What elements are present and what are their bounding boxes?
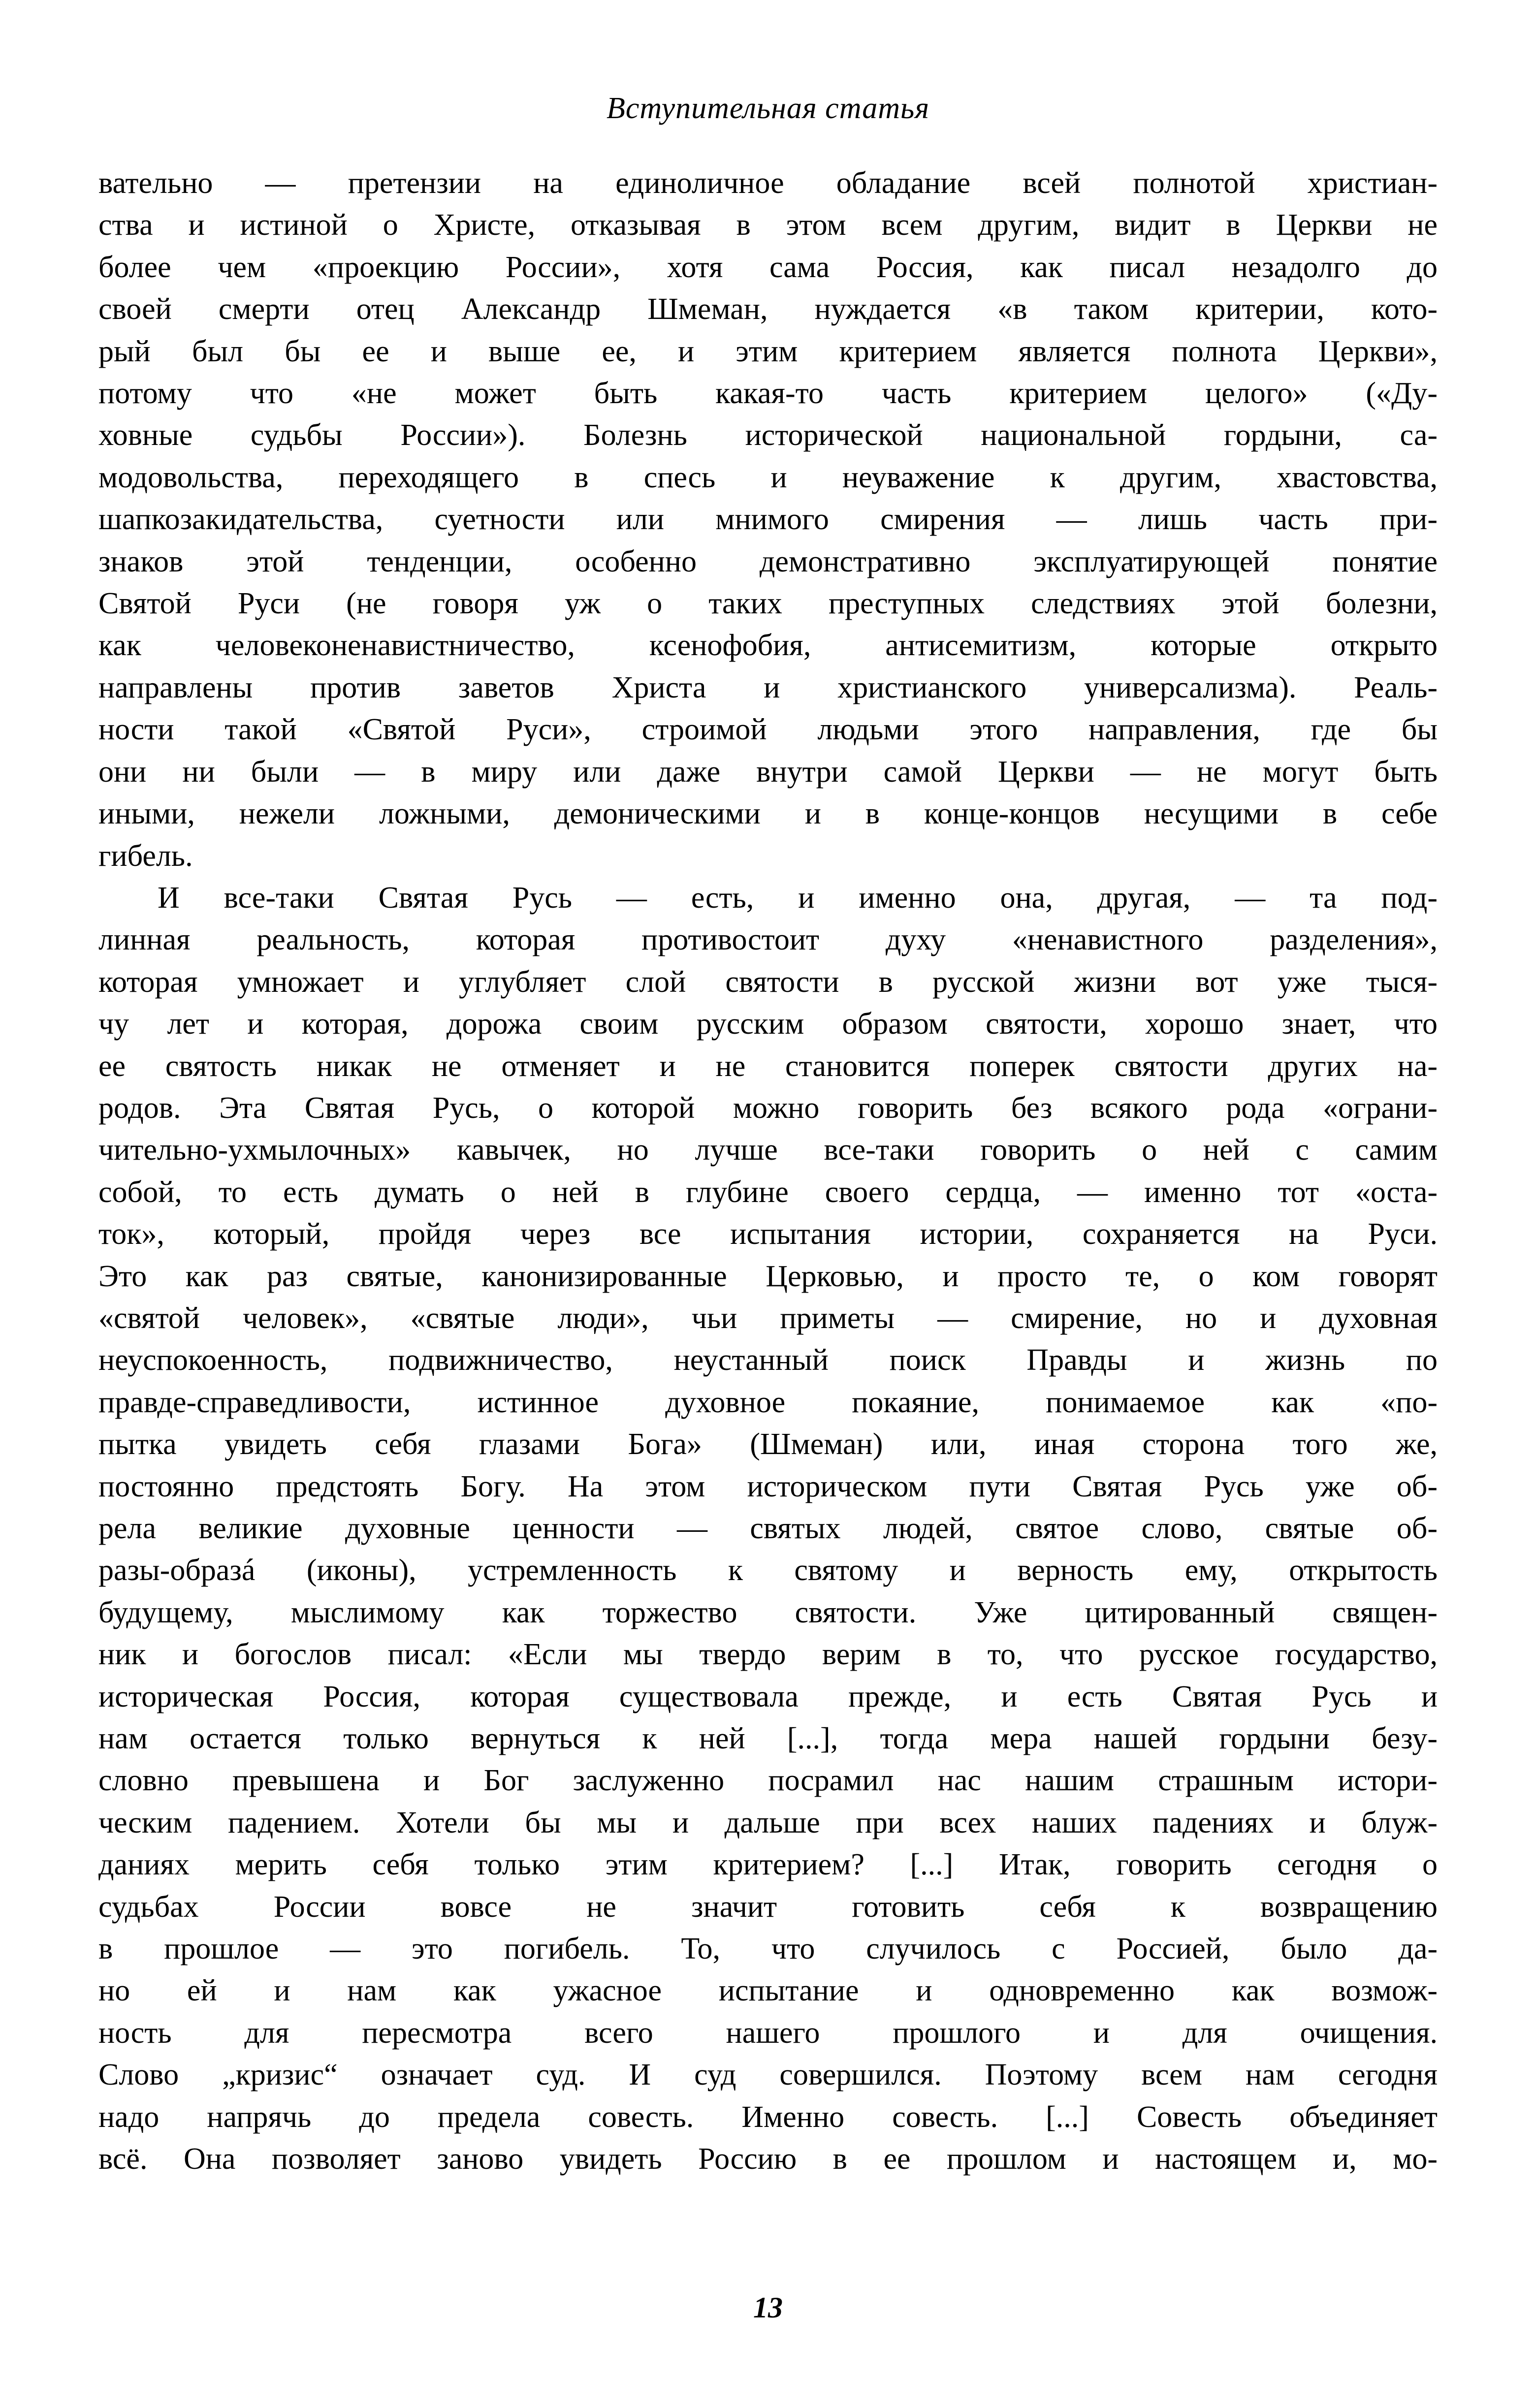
text-line: направлены против заветов Христа и христианского универсализма). Реаль-	[98, 670, 1438, 704]
page-number: 13	[753, 2291, 783, 2324]
text-line: разы-образá (иконы), устремленность к святому и верность ему, открытость	[98, 1553, 1438, 1587]
text-line: Слово „кризис“ означает суд. И суд совершился. Поэтому всем нам сегодня	[98, 2058, 1438, 2092]
paragraph-2	[98, 877, 1438, 2181]
text-line: Это как раз святые, канонизированные Церковью, и просто те, о ком говорят	[98, 1259, 1438, 1293]
text-line: ток», который, пройдя через все испытания истории, сохраняется на Руси.	[98, 1217, 1438, 1251]
text-line: но ей и нам как ужасное испытание и одновременно как возмож-	[98, 1974, 1438, 2008]
running-head: Вступительная статья	[606, 92, 930, 125]
text-line: в прошлое — это погибель. То, что случилось с Россией, было да-	[98, 1932, 1438, 1966]
text-line: ник и богослов писал: «Если мы твердо верим в то, что русское государство,	[98, 1638, 1438, 1672]
text-line: Святой Руси (не говоря уж о таких преступных следствиях этой болезни,	[98, 587, 1438, 621]
text-line: модовольства, переходящего в спесь и неуважение к другим, хвастовства,	[98, 460, 1438, 494]
text-line: гибель.	[98, 839, 193, 873]
text-line: которая умножает и углубляет слой святости в русской жизни вот уже тыся-	[98, 965, 1438, 999]
text-line: даниях мерить себя только этим критерием? [...] Итак, говорить сегодня о	[98, 1848, 1438, 1882]
text-line: ства и истиной о Христе, отказывая в этом всем другим, видит в Церкви не	[98, 208, 1438, 242]
text-line: рела великие духовные ценности — святых людей, святое слово, святые об-	[98, 1512, 1438, 1545]
text-line: «святой человек», «святые люди», чьи приметы — смирение, но и духовная	[98, 1301, 1438, 1335]
text-line: правде-справедливости, истинное духовное покаяние, понимаемое как «по-	[98, 1385, 1438, 1419]
text-line: будущему, мыслимому как торжество святости. Уже цитированный священ-	[98, 1595, 1438, 1629]
body-text	[98, 162, 1438, 2181]
text-line: нам остается только вернуться к ней [...], тогда мера нашей гордыни безу-	[98, 1722, 1438, 1756]
text-line: надо напрячь до предела совесть. Именно совесть. [...] Совесть объединяет	[98, 2100, 1438, 2134]
text-line: своей смерти отец Александр Шмеман, нуждается «в таком критерии, кото-	[98, 292, 1438, 326]
text-line: они ни были — в миру или даже внутри самой Церкви — не могут быть	[98, 755, 1438, 789]
text-line: рый был бы ее и выше ее, и этим критерием является полнота Церкви»,	[98, 334, 1438, 368]
text-line: знаков этой тенденции, особенно демонстративно эксплуатирующей понятие	[98, 544, 1438, 578]
text-line: ности такой «Святой Руси», строимой людьми этого направления, где бы	[98, 713, 1438, 747]
text-line: более чем «проекцию России», хотя сама Россия, как писал незадолго до	[98, 250, 1438, 284]
book-page	[98, 0, 1438, 2408]
text-line: всё. Она позволяет заново увидеть Россию в ее прошлом и настоящем и, мо-	[98, 2142, 1438, 2176]
text-line: историческая Россия, которая существовала прежде, и есть Святая Русь и	[98, 1679, 1438, 1713]
text-line: постоянно предстоять Богу. На этом историческом пути Святая Русь уже об-	[98, 1469, 1438, 1503]
text-line: потому что «не может быть какая-то часть критерием целого» («Ду-	[98, 377, 1438, 411]
text-line: как человеконенавистничество, ксенофобия, антисемитизм, которые открыто	[98, 629, 1438, 663]
text-line: собой, то есть думать о ней в глубине своего сердца, — именно тот «оста-	[98, 1175, 1438, 1209]
text-line: судьбах России вовсе не значит готовить себя к возвращению	[98, 1890, 1438, 1924]
text-line: иными, нежели ложными, демоническими и в конце-концов несущими в себе	[98, 797, 1438, 831]
text-line: пытка увидеть себя глазами Бога» (Шмеман) или, иная сторона того же,	[98, 1427, 1438, 1461]
text-line: вательно — претензии на единоличное обладание всей полнотой христиан-	[98, 166, 1438, 200]
text-line: шапкозакидательства, суетности или мнимого смирения — лишь часть при-	[98, 503, 1438, 537]
text-line: неуспокоенность, подвижничество, неустанный поиск Правды и жизнь по	[98, 1343, 1438, 1377]
text-line: словно превышена и Бог заслуженно посрамил нас нашим страшным истори-	[98, 1764, 1438, 1798]
text-line: чительно-ухмылочных» кавычек, но лучше все-таки говорить о ней с самим	[98, 1133, 1438, 1167]
text-line: И все-таки Святая Русь — есть, и именно она, другая, — та под-	[158, 881, 1438, 915]
text-line: линная реальность, которая противостоит духу «ненавистного разделения»,	[98, 923, 1438, 957]
text-line: ховные судьбы России»). Болезнь исторической национальной гордыни, са-	[98, 418, 1438, 452]
text-line: ее святость никак не отменяет и не становится поперек святости других на-	[98, 1049, 1438, 1083]
text-line: ность для пересмотра всего нашего прошлого и для очищения.	[98, 2016, 1438, 2050]
text-line: ческим падением. Хотели бы мы и дальше при всех наших падениях и блуж-	[98, 1806, 1438, 1839]
text-line: родов. Эта Святая Русь, о которой можно говорить без всякого рода «ограни-	[98, 1091, 1438, 1125]
paragraph-1	[98, 162, 1438, 877]
text-line: чу лет и которая, дорожа своим русским образом святости, хорошо знает, что	[98, 1007, 1438, 1041]
